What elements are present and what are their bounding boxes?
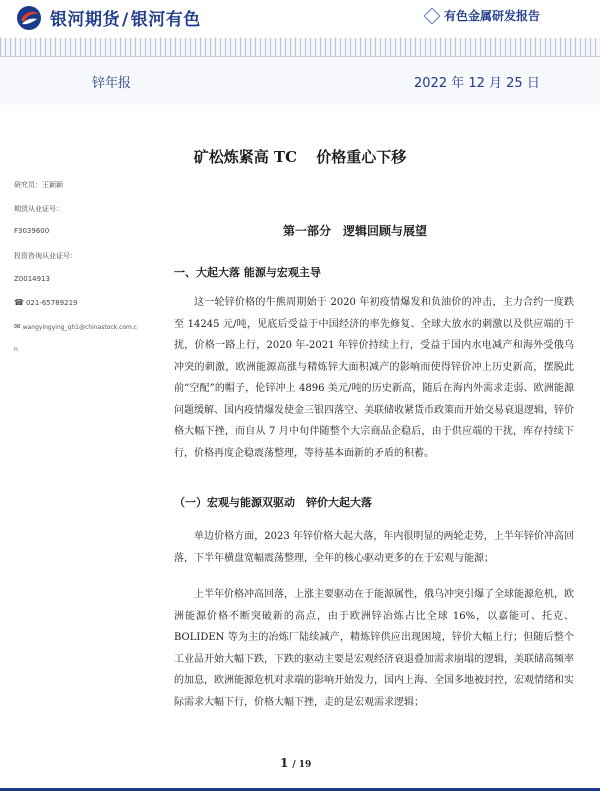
paragraph-1: 这一轮锌价格的牛熊周期始于 2020 年初疫情爆发和负油价的冲击，主力合约一度跌至 14245 元/吨，见底后受益于中国经济的率先修复、全球大放水的刺激以及供应端的干扰，价格一路上行，2020 年-2021 年锌价持续上行，受益于国内水电减产和海外受俄乌冲突的刺激，欧洲能源高涨与精炼锌大面积减产的影响而使得锌价冲上历史新高，摆脱此前“空配”的帽子，伦锌冲上 4896 美元/吨的历史新高，随后在海内外需求走弱、欧洲能源问题缓解、国内疫情爆发使金三银四落空、美联储收紧货币政策而开始交易衰退逻辑，锌价格大幅下挫，而自从 7 月中旬伴随整个大宗商品企稳后，由于供应端的干扰，库存持续下行，价格再度企稳震荡整理，等待基本面新的矛盾的积蓄。 xyxy=(174,297,574,459)
email-line[interactable] xyxy=(14,322,137,331)
current-page: 1 xyxy=(280,756,289,770)
total-pages: / 19 xyxy=(292,760,312,770)
report-type: 有色金属研发报告 xyxy=(444,9,541,23)
diamond-icon xyxy=(424,8,441,25)
email-address[interactable]: wangyingying_qh1@chinastock.com.c xyxy=(22,324,138,331)
consult-label: 投资咨询从业证号： xyxy=(14,252,77,260)
page-footer xyxy=(0,756,600,796)
researcher: 研究员：王颖颖 xyxy=(14,181,63,189)
section-heading: 一、大起大落 能源与宏观主导 xyxy=(174,266,321,279)
page-title xyxy=(0,146,600,167)
license-number: F3039600 xyxy=(14,227,50,235)
galaxy-logo-icon xyxy=(16,5,42,31)
logo-text xyxy=(50,5,201,30)
title-sub: 价格重心下移 xyxy=(316,148,407,166)
license-label: 期货从业证号： xyxy=(14,205,63,213)
report-kind: 锌年报 xyxy=(92,76,132,91)
subsection-heading: （一）宏观与能源双驱动 锌价大起大落 xyxy=(174,496,372,509)
phone-line xyxy=(14,298,77,307)
report-date: 2022 年 12 月 25 日 xyxy=(414,76,540,91)
logo-sub: 银河有色 xyxy=(130,10,201,30)
report-header xyxy=(0,0,600,36)
consult-number: Z0014913 xyxy=(14,275,50,283)
paragraph-3: 上半年价格冲高回落，上涨主要驱动在于能源属性，俄乌冲突引爆了全球能源危机，欧洲能源价格不断突破新的高点，由于欧洲锌冶炼占比全球 16%，以嘉能可、托克、BOLIDEN 等为主的冶炼厂陆续减产，精炼锌供应出现困境，锌价大幅上行；但随后整个工业品开始大幅下跌，下跌的驱动主要是宏观经济衰退叠加需求崩塌的逻辑，美联储高频率的加息，欧洲能源危机对求端的影响开始发力，国内上海、全国多地被封控，宏观情绪和实际需求大幅下行，价格大幅下挫，走的是宏观需求逻辑； xyxy=(174,589,574,708)
mail-icon: ✉ xyxy=(14,322,21,331)
paragraph-2: 单边价格方面，2023 年锌价格大起大落，年内很明显的两轮走势，上半年锌价冲高回落，下半年横盘宽幅震荡整理，全年的核心驱动更多的在于宏观与能源； xyxy=(174,531,574,564)
title-main: 矿松炼紧高 TC xyxy=(193,148,298,166)
page-number xyxy=(280,756,311,770)
logo-main: 银河期货 xyxy=(50,10,120,30)
logo-separator: / xyxy=(122,10,129,30)
phone-number: 021-65789219 xyxy=(25,299,78,307)
phone-icon: ☎ xyxy=(14,298,24,307)
email-address-continued: n xyxy=(14,346,18,353)
header-stripes xyxy=(0,38,600,56)
footer-rule xyxy=(0,788,600,791)
part-heading: 第一部分 逻辑回顾与展望 xyxy=(283,224,428,238)
